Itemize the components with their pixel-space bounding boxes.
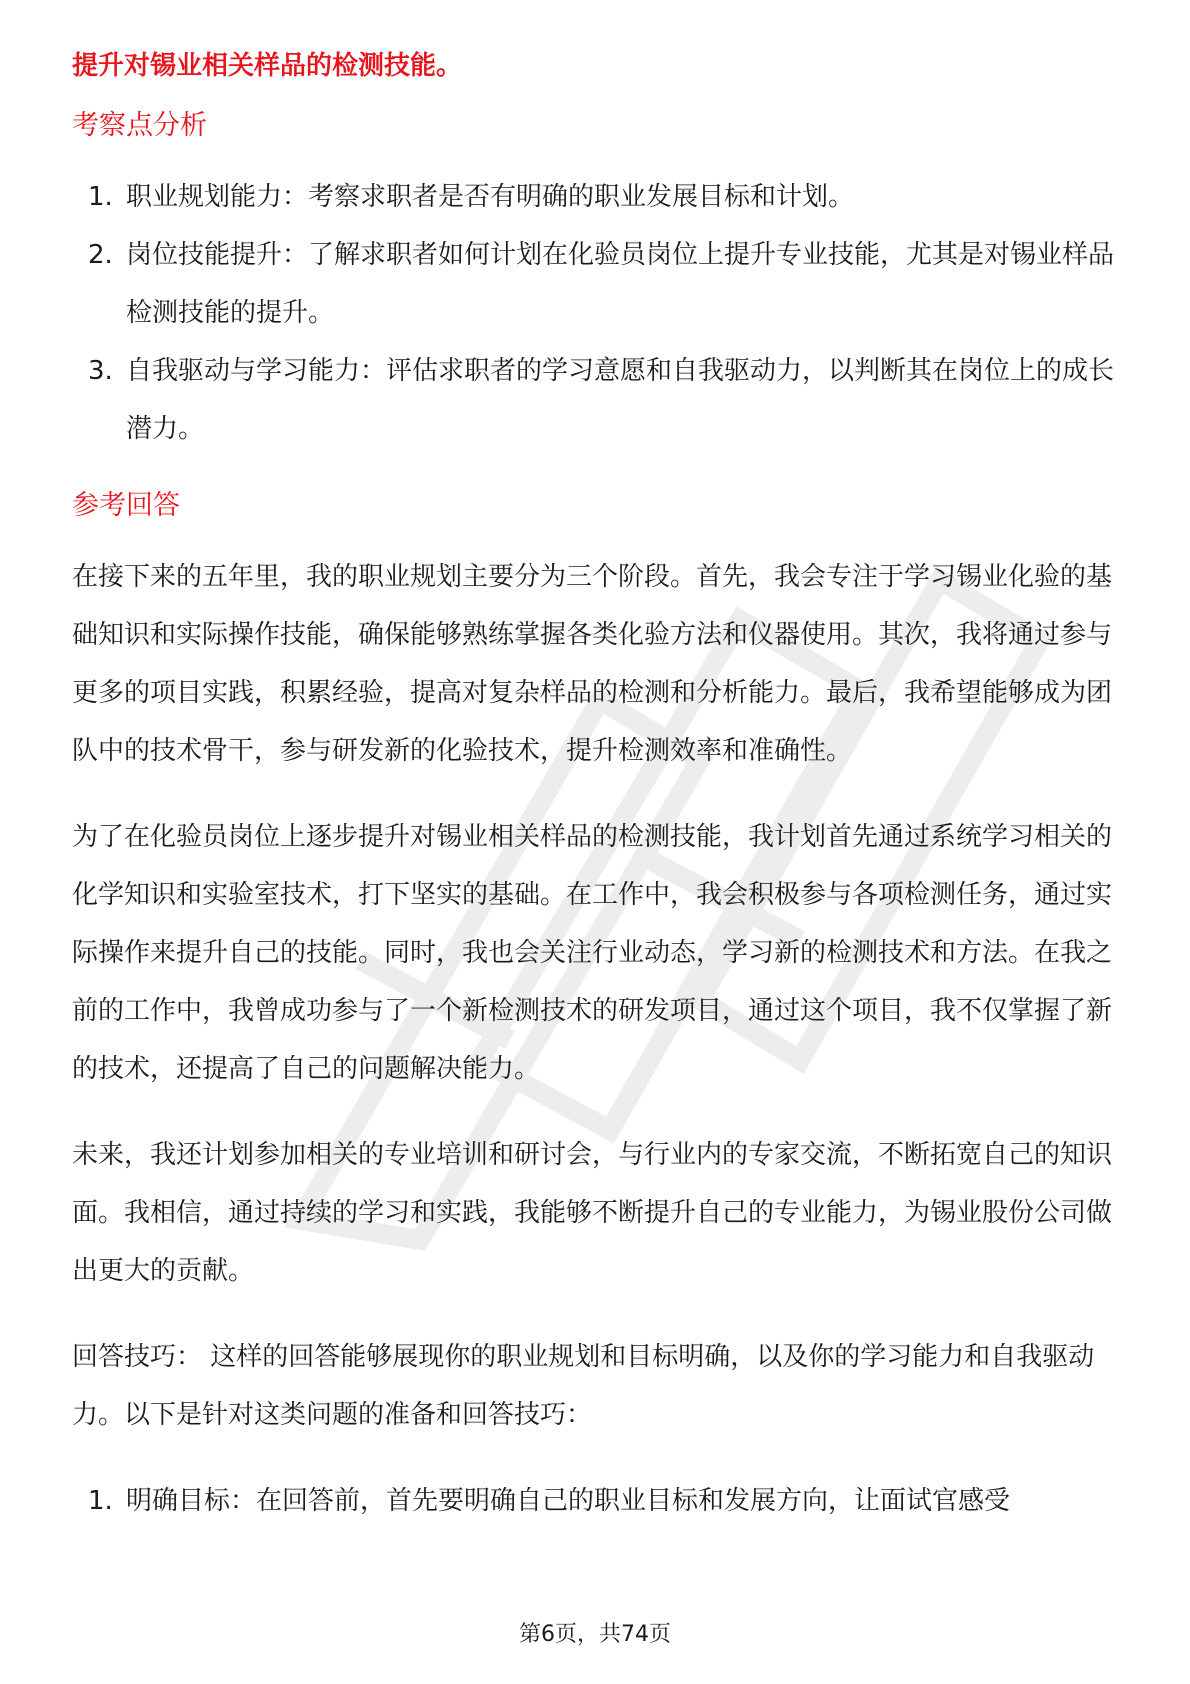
- tips-intro: 回答技巧： 这样的回答能够展现你的职业规划和目标明确，以及你的学习能力和自我驱动力。以下是针对这类问题的准备和回答技巧：: [72, 1342, 1095, 1430]
- page-content: [72, 46, 1120, 1530]
- list-text: 职业规划能力：考察求职者是否有明确的职业发展目标和计划。: [126, 182, 855, 212]
- list-number: 1.: [88, 182, 113, 212]
- answer-paragraph: 在接下来的五年里，我的职业规划主要分为三个阶段。首先，我会专注于学习锡业化验的基础知识和实际操作技能，确保能够熟练掌握各类化验方法和仪器使用。其次，我将通过参与更多的项目实践，积累经验，提高对复杂样品的检测和分析能力。最后，我希望能够成为团队中的技术骨干，参与研发新的化验技术，提升检测效率和准确性。: [72, 562, 1113, 766]
- list-number: 2.: [88, 240, 113, 270]
- list-text: 自我驱动与学习能力：评估求职者的学习意愿和自我驱动力，以判断其在岗位上的成长潜力。: [126, 356, 1115, 444]
- page-footer: 第6页，共74页: [519, 1622, 671, 1647]
- tips-list: [72, 1472, 1120, 1530]
- answer-paragraph: 未来，我还计划参加相关的专业培训和研讨会，与行业内的专家交流，不断拓宽自己的知识面。我相信，通过持续的学习和实践，我能够不断提升自己的专业能力，为锡业股份公司做出更大的贡献。: [72, 1140, 1113, 1286]
- lead-line: 提升对锡业相关样品的检测技能。: [72, 51, 463, 81]
- list-item: [72, 342, 1120, 458]
- answer-paragraph: 为了在化验员岗位上逐步提升对锡业相关样品的检测技能，我计划首先通过系统学习相关的化学知识和实验室技术，打下坚实的基础。在工作中，我会积极参与各项检测任务，通过实际操作来提升自己的技能。同时，我也会关注行业动态，学习新的检测技术和方法。在我之前的工作中，我曾成功参与了一个新检测技术的研发项目，通过这个项目，我不仅掌握了新的技术，还提高了自己的问题解决能力。: [72, 822, 1113, 1084]
- list-item: [72, 226, 1120, 342]
- analysis-heading: 考察点分析: [72, 110, 207, 141]
- list-text: 岗位技能提升：了解求职者如何计划在化验员岗位上提升专业技能，尤其是对锡业样品检测技能的提升。: [126, 240, 1115, 328]
- list-item: [72, 168, 1120, 226]
- list-number: 3.: [88, 356, 113, 386]
- list-text: 明确目标：在回答前，首先要明确自己的职业目标和发展方向，让面试官感受: [126, 1486, 1011, 1516]
- answer-heading: 参考回答: [72, 490, 180, 521]
- analysis-list: [72, 168, 1120, 458]
- list-number: 1.: [88, 1486, 113, 1516]
- list-item: [72, 1472, 1120, 1530]
